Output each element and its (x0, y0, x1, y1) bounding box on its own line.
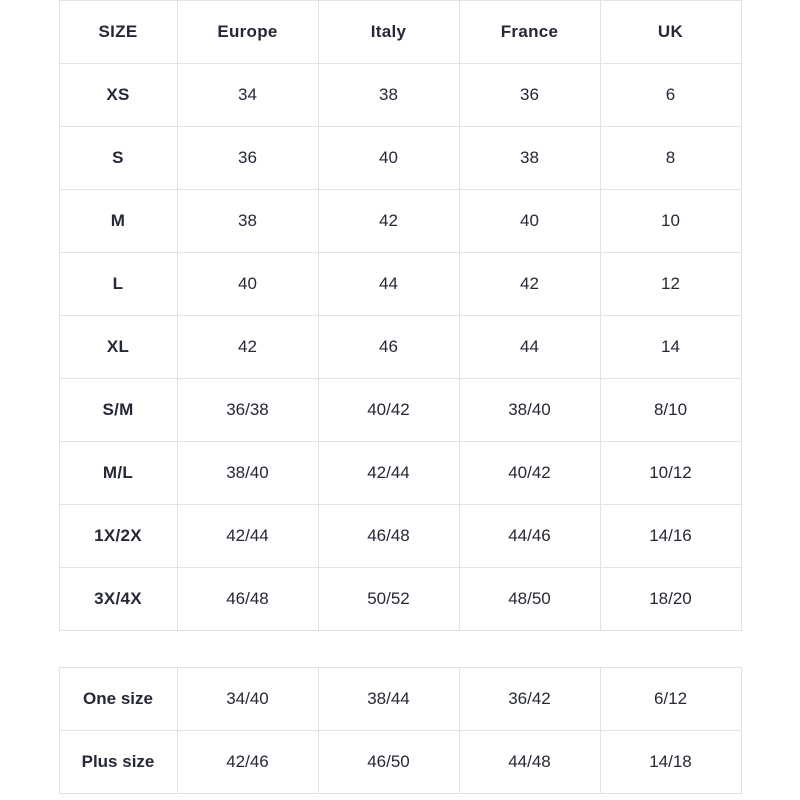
row-label: M (59, 190, 177, 253)
cell-france: 48/50 (459, 568, 600, 631)
cell-europe: 42/44 (177, 505, 318, 568)
cell-italy: 38/44 (318, 668, 459, 731)
cell-uk: 10 (600, 190, 741, 253)
cell-italy: 46 (318, 316, 459, 379)
table-row (59, 668, 741, 731)
table-row (59, 190, 741, 253)
cell-italy: 46/48 (318, 505, 459, 568)
table-row (59, 253, 741, 316)
row-label: 1X/2X (59, 505, 177, 568)
cell-france: 44/46 (459, 505, 600, 568)
cell-uk: 14 (600, 316, 741, 379)
row-label: XS (59, 64, 177, 127)
column-header-italy: Italy (318, 1, 459, 64)
cell-france: 44/48 (459, 731, 600, 794)
cell-italy: 50/52 (318, 568, 459, 631)
column-header-uk: UK (600, 1, 741, 64)
cell-uk: 14/18 (600, 731, 741, 794)
column-header-france: France (459, 1, 600, 64)
table-row (59, 64, 741, 127)
cell-italy: 44 (318, 253, 459, 316)
table-row (59, 379, 741, 442)
row-label: L (59, 253, 177, 316)
cell-europe: 46/48 (177, 568, 318, 631)
cell-uk: 12 (600, 253, 741, 316)
cell-europe: 38/40 (177, 442, 318, 505)
row-label: S (59, 127, 177, 190)
row-label: One size (59, 668, 177, 731)
cell-uk: 10/12 (600, 442, 741, 505)
cell-italy: 42/44 (318, 442, 459, 505)
cell-italy: 40 (318, 127, 459, 190)
row-label: M/L (59, 442, 177, 505)
cell-uk: 8/10 (600, 379, 741, 442)
cell-italy: 38 (318, 64, 459, 127)
cell-europe: 34/40 (177, 668, 318, 731)
cell-europe: 34 (177, 64, 318, 127)
cell-france: 40/42 (459, 442, 600, 505)
column-header-size: SIZE (59, 1, 177, 64)
cell-uk: 6 (600, 64, 741, 127)
size-conversion-table (59, 0, 742, 631)
cell-france: 40 (459, 190, 600, 253)
cell-europe: 42/46 (177, 731, 318, 794)
cell-europe: 36/38 (177, 379, 318, 442)
cell-france: 36 (459, 64, 600, 127)
cell-europe: 38 (177, 190, 318, 253)
row-label: S/M (59, 379, 177, 442)
cell-uk: 18/20 (600, 568, 741, 631)
cell-europe: 40 (177, 253, 318, 316)
row-label: XL (59, 316, 177, 379)
table-gap (0, 631, 800, 667)
cell-europe: 42 (177, 316, 318, 379)
cell-france: 42 (459, 253, 600, 316)
column-header-europe: Europe (177, 1, 318, 64)
cell-italy: 40/42 (318, 379, 459, 442)
cell-france: 44 (459, 316, 600, 379)
table-row (59, 442, 741, 505)
table-row (59, 731, 741, 794)
row-label: Plus size (59, 731, 177, 794)
cell-france: 38 (459, 127, 600, 190)
table-row (59, 127, 741, 190)
cell-france: 36/42 (459, 668, 600, 731)
cell-europe: 36 (177, 127, 318, 190)
table-header-row (59, 1, 741, 64)
table-row (59, 316, 741, 379)
cell-uk: 14/16 (600, 505, 741, 568)
cell-uk: 6/12 (600, 668, 741, 731)
cell-italy: 42 (318, 190, 459, 253)
table-row (59, 505, 741, 568)
row-label: 3X/4X (59, 568, 177, 631)
table-row (59, 568, 741, 631)
cell-france: 38/40 (459, 379, 600, 442)
general-size-table (59, 667, 742, 794)
cell-uk: 8 (600, 127, 741, 190)
cell-italy: 46/50 (318, 731, 459, 794)
